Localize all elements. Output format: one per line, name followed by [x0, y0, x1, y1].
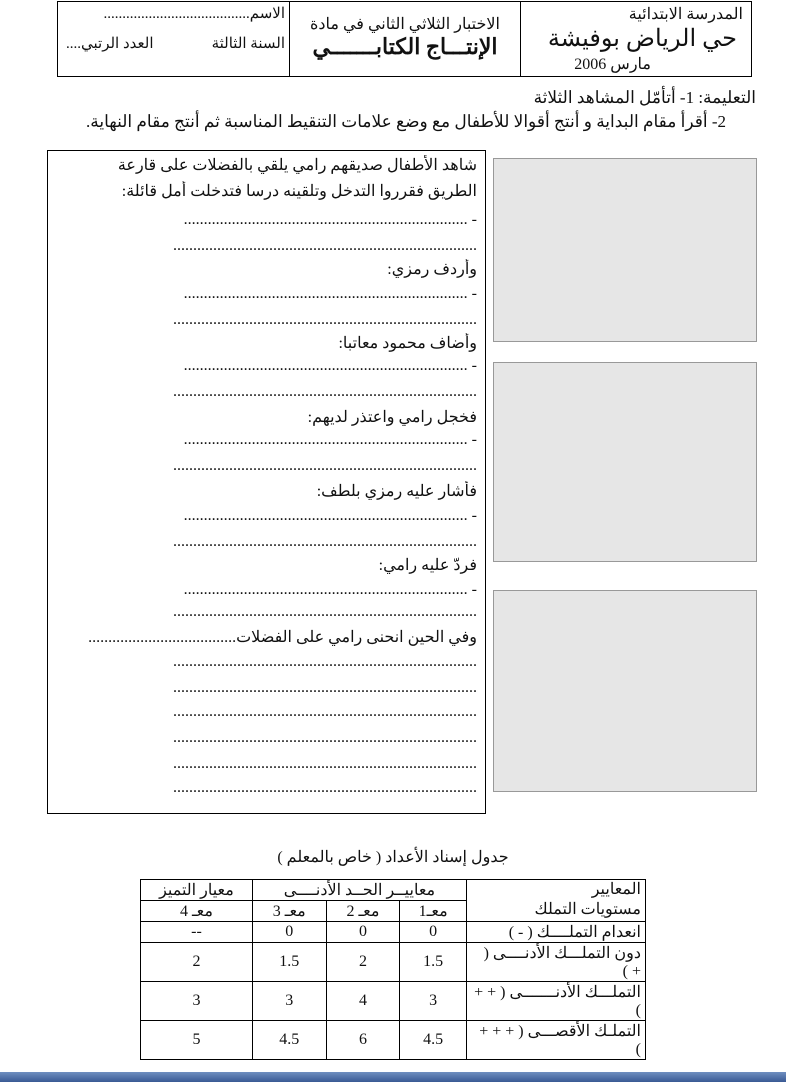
- score-cell: 3: [400, 982, 467, 1021]
- answer-line[interactable]: ............................................................................: [173, 755, 477, 772]
- prompt-text: وأردف رمزي:: [387, 261, 477, 278]
- student-cell: [58, 2, 289, 76]
- prompt-text: فردّ عليه رامي:: [378, 557, 477, 574]
- table-row: [141, 1021, 646, 1060]
- answer-line[interactable]: ............................................................................: [173, 457, 477, 474]
- date: مارس 2006: [574, 56, 651, 73]
- table-row: [141, 982, 646, 1021]
- min-criteria-header: معاييــر الحــد الأدنــــى: [252, 880, 466, 901]
- header-table: [57, 1, 752, 77]
- score-cell: 0: [400, 922, 467, 943]
- score-cell: 4.5: [400, 1021, 467, 1060]
- score-cell: --: [141, 922, 253, 943]
- grading-title: جدول إسناد الأعداد ( خاص بالمعلم ): [277, 849, 509, 866]
- score-cell: 2: [141, 943, 253, 982]
- scene-image-2: [493, 362, 757, 562]
- exam-title: الاختبار الثلاثي الثاني في مادة: [310, 16, 500, 33]
- prompt-text: الطريق فقرروا التدخل وتلقينه درسا فتدخلت أمل قائلة:: [121, 183, 477, 200]
- answer-line[interactable]: ............................................................................: [173, 533, 477, 550]
- levels-header: مستويات التملك: [534, 901, 641, 918]
- excellence-header: معيار التميز: [141, 880, 253, 901]
- criterion-col-1: معـ1: [400, 901, 467, 922]
- score-cell: 1.5: [400, 943, 467, 982]
- answer-line[interactable]: - .......................................................................: [183, 211, 477, 228]
- score-cell: 4.5: [252, 1021, 326, 1060]
- grade: السنة الثالثة: [211, 36, 285, 52]
- school-cell: [520, 2, 751, 76]
- criteria-header: المعايير: [591, 881, 641, 898]
- table-row: [141, 943, 646, 982]
- grading-table: [140, 879, 646, 1060]
- answer-line[interactable]: ............................................................................: [173, 703, 477, 720]
- table-row: [141, 922, 646, 943]
- answer-line[interactable]: - .......................................................................: [183, 581, 477, 598]
- instruction-1: التعليمة: 1- أتأمّل المشاهد الثلاثة: [533, 88, 756, 107]
- subject: الإنتـــاج الكتابـــــــي: [312, 34, 498, 59]
- score-cell: 3: [141, 982, 253, 1021]
- answer-line[interactable]: ............................................................................: [173, 679, 477, 696]
- answer-line[interactable]: - .......................................................................: [183, 431, 477, 448]
- prompt-text: فأشار عليه رمزي بلطف:: [316, 483, 477, 500]
- score-cell: 4: [326, 982, 400, 1021]
- answer-line[interactable]: ............................................................................: [173, 653, 477, 670]
- scene-image-3: [493, 590, 757, 792]
- score-cell: 0: [252, 922, 326, 943]
- level-label: انعدام التملــــك ( - ): [467, 922, 646, 943]
- score-cell: 1.5: [252, 943, 326, 982]
- score-cell: 6: [326, 1021, 400, 1060]
- name-field[interactable]: الاسم.......................................: [103, 6, 285, 22]
- writing-area[interactable]: [47, 150, 486, 814]
- level-label: التملـــك الأدنـــــــى ( + + ): [467, 982, 646, 1021]
- level-label: التملـك الأقصـــى ( + + + ): [467, 1021, 646, 1060]
- criterion-col-4: معـ 4: [141, 901, 253, 922]
- score-cell: 2: [326, 943, 400, 982]
- district: حي الرياض بوفيشة: [547, 26, 737, 52]
- prompt-text: وأضاف محمود معاتبا:: [338, 335, 477, 352]
- answer-line[interactable]: - .......................................................................: [183, 507, 477, 524]
- answer-line[interactable]: ............................................................................: [173, 383, 477, 400]
- score-cell: 3: [252, 982, 326, 1021]
- rank-field[interactable]: العدد الرتبي....: [66, 36, 154, 52]
- scene-image-1: [493, 158, 757, 342]
- answer-line[interactable]: ............................................................................: [173, 603, 477, 620]
- answer-line[interactable]: ............................................................................: [173, 729, 477, 746]
- score-cell: 0: [326, 922, 400, 943]
- footer-bar: [0, 1072, 786, 1082]
- level-label: دون التملـــك الأدنــــى ( + ): [467, 943, 646, 982]
- school-name: المدرسة الابتدائية: [628, 6, 743, 23]
- prompt-text: شاهد الأطفال صديقهم رامي يلقي بالفضلات على قارعة: [117, 157, 477, 174]
- prompt-text: فخجل رامي واعتذر لديهم:: [307, 409, 477, 426]
- answer-line[interactable]: - .......................................................................: [183, 357, 477, 374]
- answer-line[interactable]: ............................................................................: [173, 237, 477, 254]
- answer-line[interactable]: ............................................................................: [173, 311, 477, 328]
- criterion-col-2: معـ 2: [326, 901, 400, 922]
- answer-line[interactable]: ............................................................................: [173, 779, 477, 796]
- instruction-2: 2- أقرأ مقام البداية و أنتج أقوالا للأطفال مع وضع علامات التنقيط المناسبة ثم أنتج مقام النهاية.: [86, 112, 726, 131]
- subject-cell: [289, 2, 520, 76]
- criterion-col-3: معـ 3: [252, 901, 326, 922]
- prompt-text: وفي الحين انحنى رامي على الفضلات.....................................: [88, 629, 477, 646]
- score-cell: 5: [141, 1021, 253, 1060]
- answer-line[interactable]: - .......................................................................: [183, 285, 477, 302]
